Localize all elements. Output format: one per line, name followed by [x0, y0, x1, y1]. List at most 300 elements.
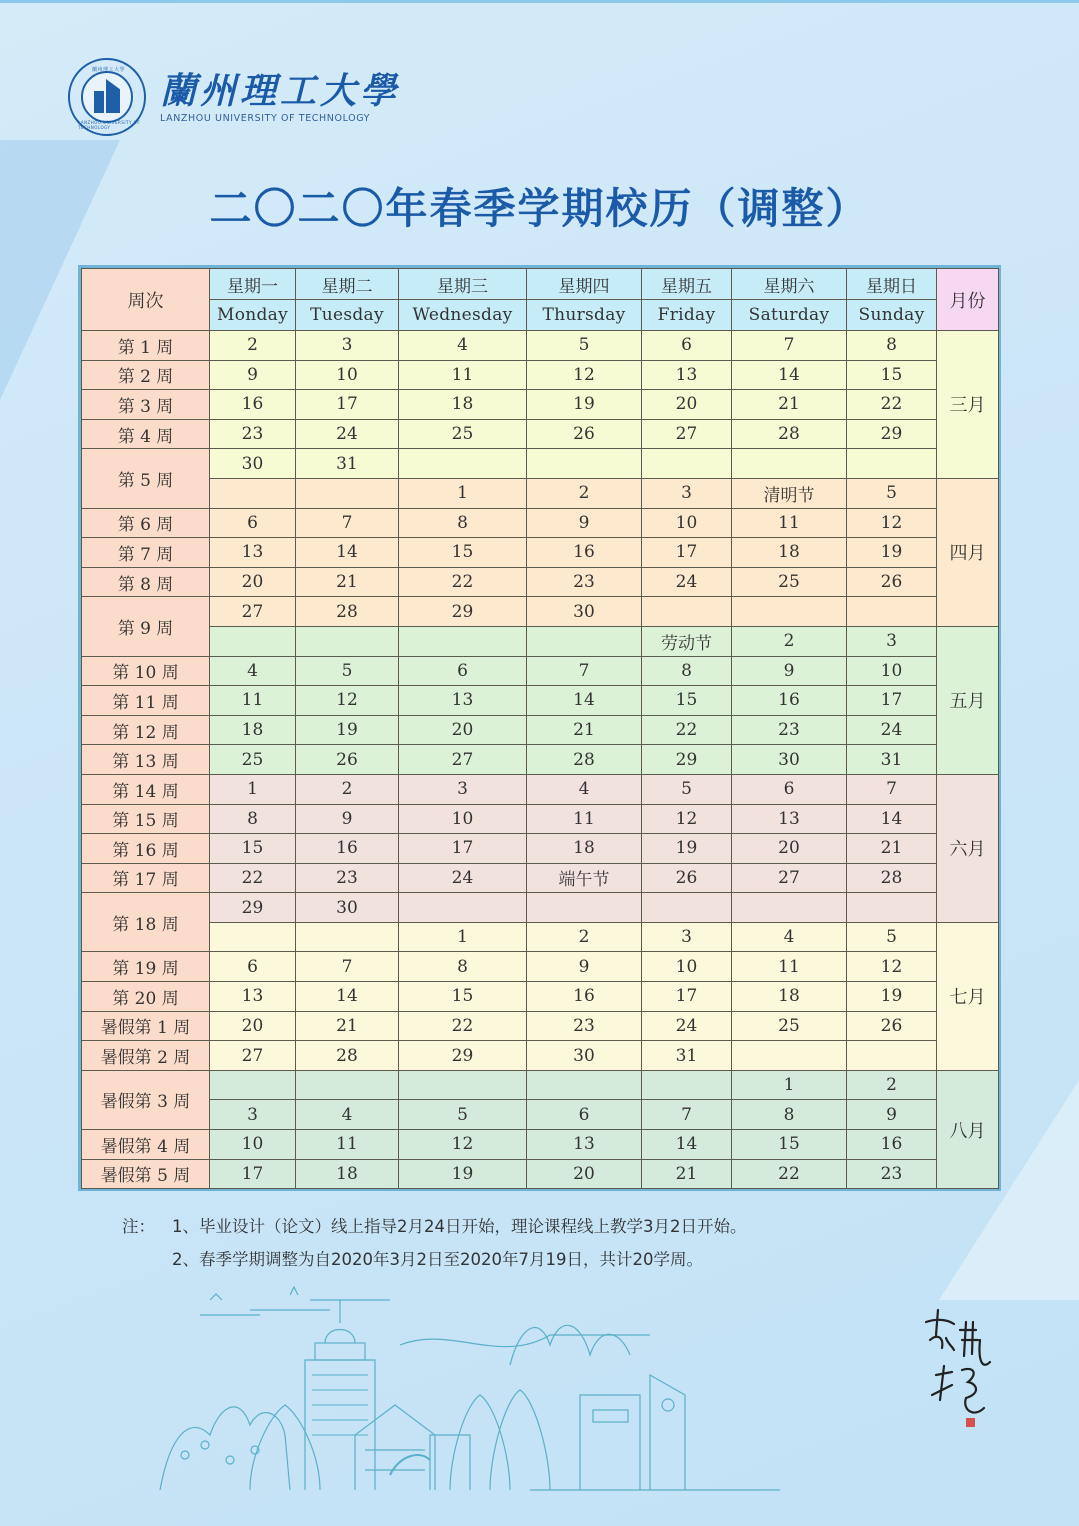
date-cell: 24 [399, 863, 527, 893]
date-cell: 18 [296, 1159, 399, 1189]
date-cell: 23 [847, 1159, 937, 1189]
header-day-cn: 星期日 [847, 269, 937, 300]
date-cell: 13 [210, 538, 296, 568]
date-cell: 10 [847, 656, 937, 686]
calendar-row [82, 774, 999, 804]
note-item: 1、毕业设计（论文）线上指导2月24日开始，理论课程线上教学3月2日开始。 [172, 1217, 747, 1236]
date-cell: 21 [847, 834, 937, 864]
date-cell: 2 [732, 626, 847, 656]
holiday-cell: 劳动节 [642, 626, 732, 656]
week-label: 第 12 周 [82, 715, 210, 745]
date-cell: 1 [210, 774, 296, 804]
calendar-row [82, 360, 999, 390]
month-label: 六月 [937, 774, 999, 922]
date-cell: 25 [732, 567, 847, 597]
date-cell: 29 [399, 1041, 527, 1071]
week-label: 第 8 周 [82, 567, 210, 597]
date-cell: 8 [399, 952, 527, 982]
date-cell: 25 [210, 745, 296, 775]
week-label: 暑假第 1 周 [82, 1011, 210, 1041]
date-cell: 19 [847, 982, 937, 1012]
date-cell: 12 [399, 1130, 527, 1160]
date-cell: 31 [296, 449, 399, 479]
calendar-row [82, 1100, 999, 1130]
calendar-row [82, 419, 999, 449]
week-label: 第 14 周 [82, 774, 210, 804]
date-cell: 14 [296, 982, 399, 1012]
seal-inner-circle [81, 71, 133, 123]
header-day-cn: 星期六 [732, 269, 847, 300]
date-cell: 8 [210, 804, 296, 834]
date-cell [847, 449, 937, 479]
date-cell [847, 893, 937, 923]
holiday-cell: 清明节 [732, 478, 847, 508]
calendar-row [82, 331, 999, 361]
page-title: 二〇二〇年春季学期校历（调整） [209, 184, 870, 233]
date-cell [642, 597, 732, 627]
date-cell: 4 [210, 656, 296, 686]
university-name-en: LANZHOU UNIVERSITY OF TECHNOLOGY [160, 112, 371, 124]
calendar-row [82, 893, 999, 923]
calendar-table-frame [78, 265, 1001, 1191]
university-name-cn: 蘭州理工大學 [160, 69, 401, 112]
date-cell: 11 [732, 952, 847, 982]
date-cell [527, 626, 642, 656]
date-cell: 30 [527, 597, 642, 627]
date-cell: 24 [847, 715, 937, 745]
date-cell: 26 [642, 863, 732, 893]
date-cell: 20 [732, 834, 847, 864]
date-cell: 17 [296, 390, 399, 420]
building-icon [94, 79, 120, 113]
week-label: 暑假第 4 周 [82, 1130, 210, 1160]
date-cell: 21 [642, 1159, 732, 1189]
calendar-table [81, 268, 999, 1189]
date-cell: 17 [642, 982, 732, 1012]
calendar-body [82, 331, 999, 1189]
date-cell: 5 [296, 656, 399, 686]
seal-text-bottom: LANZHOU UNIVERSITY OF TECHNOLOGY [78, 120, 141, 130]
date-cell [210, 1070, 296, 1100]
date-cell: 20 [210, 1011, 296, 1041]
week-label: 第 7 周 [82, 538, 210, 568]
week-label: 第 16 周 [82, 834, 210, 864]
date-cell: 12 [847, 508, 937, 538]
calendar-row [82, 686, 999, 716]
date-cell: 23 [527, 1011, 642, 1041]
date-cell: 24 [642, 567, 732, 597]
week-label: 暑假第 3 周 [82, 1070, 210, 1129]
week-label: 第 10 周 [82, 656, 210, 686]
calendar-row [82, 1011, 999, 1041]
week-label: 第 4 周 [82, 419, 210, 449]
date-cell: 17 [847, 686, 937, 716]
date-cell: 8 [399, 508, 527, 538]
date-cell: 6 [527, 1100, 642, 1130]
date-cell: 16 [732, 686, 847, 716]
date-cell: 22 [847, 390, 937, 420]
week-label: 暑假第 5 周 [82, 1159, 210, 1189]
date-cell: 11 [210, 686, 296, 716]
date-cell: 12 [847, 952, 937, 982]
date-cell: 27 [210, 1041, 296, 1071]
date-cell: 28 [732, 419, 847, 449]
header-day-cn: 星期一 [210, 269, 296, 300]
date-cell: 6 [210, 508, 296, 538]
date-cell [527, 893, 642, 923]
date-cell: 2 [847, 1070, 937, 1100]
date-cell [296, 922, 399, 952]
date-cell: 11 [296, 1130, 399, 1160]
note-item: 2、春季学期调整为自2020年3月2日至2020年7月19日，共计20学周。 [172, 1250, 703, 1269]
calendar-row [82, 715, 999, 745]
date-cell: 19 [527, 390, 642, 420]
date-cell: 27 [732, 863, 847, 893]
date-cell: 19 [399, 1159, 527, 1189]
date-cell: 15 [210, 834, 296, 864]
date-cell: 24 [642, 1011, 732, 1041]
date-cell: 28 [296, 597, 399, 627]
date-cell: 9 [527, 508, 642, 538]
date-cell: 30 [527, 1041, 642, 1071]
header-day-cn: 星期四 [527, 269, 642, 300]
header-day-cn: 星期三 [399, 269, 527, 300]
date-cell: 4 [527, 774, 642, 804]
date-cell: 25 [399, 419, 527, 449]
week-label: 第 5 周 [82, 449, 210, 508]
date-cell: 20 [210, 567, 296, 597]
date-cell: 28 [296, 1041, 399, 1071]
date-cell: 3 [210, 1100, 296, 1130]
date-cell: 11 [399, 360, 527, 390]
date-cell: 23 [732, 715, 847, 745]
date-cell: 9 [527, 952, 642, 982]
date-cell: 20 [399, 715, 527, 745]
week-label: 第 13 周 [82, 745, 210, 775]
date-cell: 8 [642, 656, 732, 686]
date-cell: 10 [399, 804, 527, 834]
calendar-row [82, 567, 999, 597]
date-cell: 3 [847, 626, 937, 656]
date-cell: 7 [296, 952, 399, 982]
top-border [0, 0, 1079, 3]
week-label: 第 19 周 [82, 952, 210, 982]
header-day-en: Thursday [527, 300, 642, 331]
header-day-en: Wednesday [399, 300, 527, 331]
date-cell: 9 [732, 656, 847, 686]
date-cell [642, 893, 732, 923]
date-cell: 14 [642, 1130, 732, 1160]
date-cell: 6 [732, 774, 847, 804]
date-cell: 14 [296, 538, 399, 568]
date-cell: 7 [732, 331, 847, 361]
date-cell: 26 [296, 745, 399, 775]
date-cell: 27 [399, 745, 527, 775]
calendar-row [82, 390, 999, 420]
date-cell: 26 [527, 419, 642, 449]
campus-line-art-icon [150, 1285, 780, 1500]
date-cell: 13 [210, 982, 296, 1012]
date-cell: 22 [642, 715, 732, 745]
week-label: 第 6 周 [82, 508, 210, 538]
date-cell: 7 [642, 1100, 732, 1130]
notes-label: 注： [122, 1217, 155, 1236]
date-cell: 15 [847, 360, 937, 390]
date-cell [399, 626, 527, 656]
calendar-row [82, 508, 999, 538]
header-week: 周次 [82, 269, 210, 331]
date-cell: 29 [642, 745, 732, 775]
date-cell: 1 [399, 478, 527, 508]
date-cell [732, 1041, 847, 1071]
calendar-row [82, 656, 999, 686]
date-cell: 2 [527, 478, 642, 508]
date-cell: 27 [210, 597, 296, 627]
date-cell [527, 1070, 642, 1100]
date-cell: 14 [847, 804, 937, 834]
month-label: 三月 [937, 331, 999, 479]
date-cell: 9 [296, 804, 399, 834]
date-cell: 5 [847, 922, 937, 952]
date-cell: 19 [296, 715, 399, 745]
date-cell: 23 [296, 863, 399, 893]
date-cell: 8 [732, 1100, 847, 1130]
date-cell: 18 [732, 982, 847, 1012]
date-cell: 19 [847, 538, 937, 568]
calendar-row [82, 597, 999, 627]
date-cell: 12 [527, 360, 642, 390]
calendar-row [82, 745, 999, 775]
date-cell: 10 [642, 508, 732, 538]
date-cell [399, 449, 527, 479]
header-day-en: Monday [210, 300, 296, 331]
date-cell: 13 [732, 804, 847, 834]
brand [160, 71, 400, 124]
date-cell: 22 [732, 1159, 847, 1189]
date-cell [210, 626, 296, 656]
calendar-row [82, 834, 999, 864]
date-cell: 12 [642, 804, 732, 834]
date-cell: 18 [527, 834, 642, 864]
date-cell [732, 893, 847, 923]
calendar-row [82, 449, 999, 479]
date-cell [399, 1070, 527, 1100]
date-cell: 26 [847, 567, 937, 597]
date-cell: 28 [527, 745, 642, 775]
date-cell: 21 [296, 567, 399, 597]
date-cell: 21 [527, 715, 642, 745]
date-cell: 7 [847, 774, 937, 804]
date-cell: 2 [210, 331, 296, 361]
week-label: 暑假第 2 周 [82, 1041, 210, 1071]
date-cell: 25 [732, 1011, 847, 1041]
date-cell: 9 [210, 360, 296, 390]
date-cell: 1 [732, 1070, 847, 1100]
holiday-cell: 端午节 [527, 863, 642, 893]
date-cell: 9 [847, 1100, 937, 1130]
date-cell: 18 [399, 390, 527, 420]
date-cell: 4 [296, 1100, 399, 1130]
date-cell [296, 478, 399, 508]
header-day-en: Tuesday [296, 300, 399, 331]
date-cell [210, 478, 296, 508]
date-cell: 14 [732, 360, 847, 390]
date-cell: 20 [527, 1159, 642, 1189]
calendar-row [82, 922, 999, 952]
date-cell: 13 [527, 1130, 642, 1160]
date-cell: 15 [399, 538, 527, 568]
date-cell: 17 [210, 1159, 296, 1189]
date-cell: 14 [527, 686, 642, 716]
date-cell: 16 [527, 538, 642, 568]
date-cell: 15 [642, 686, 732, 716]
date-cell: 10 [642, 952, 732, 982]
date-cell: 30 [210, 449, 296, 479]
calendar-row [82, 538, 999, 568]
date-cell [732, 597, 847, 627]
date-cell [847, 1041, 937, 1071]
date-cell: 16 [296, 834, 399, 864]
date-cell: 27 [642, 419, 732, 449]
date-cell: 13 [642, 360, 732, 390]
date-cell: 24 [296, 419, 399, 449]
date-cell [732, 449, 847, 479]
date-cell: 20 [642, 390, 732, 420]
date-cell: 29 [847, 419, 937, 449]
date-cell: 16 [210, 390, 296, 420]
date-cell: 17 [399, 834, 527, 864]
date-cell: 5 [399, 1100, 527, 1130]
date-cell: 5 [642, 774, 732, 804]
date-cell: 6 [642, 331, 732, 361]
header-day-en: Friday [642, 300, 732, 331]
date-cell: 19 [642, 834, 732, 864]
month-label: 七月 [937, 922, 999, 1070]
date-cell: 28 [847, 863, 937, 893]
calendar-row [82, 1041, 999, 1071]
month-label: 五月 [937, 626, 999, 774]
calendar-row [82, 626, 999, 656]
notes [122, 1210, 747, 1276]
calligraphy-signature-icon [918, 1300, 998, 1440]
date-cell [210, 922, 296, 952]
calendar-row [82, 952, 999, 982]
seal-text-top: 蘭州理工大學 [92, 67, 126, 73]
calendar-row [82, 804, 999, 834]
date-cell: 10 [296, 360, 399, 390]
date-cell [399, 893, 527, 923]
date-cell: 3 [399, 774, 527, 804]
date-cell: 7 [527, 656, 642, 686]
calendar-row [82, 478, 999, 508]
date-cell: 15 [732, 1130, 847, 1160]
date-cell: 2 [527, 922, 642, 952]
date-cell: 15 [399, 982, 527, 1012]
date-cell [527, 449, 642, 479]
calendar-row [82, 1070, 999, 1100]
date-cell: 16 [847, 1130, 937, 1160]
header-day-cn: 星期五 [642, 269, 732, 300]
calendar-row [82, 1130, 999, 1160]
university-logo [68, 58, 400, 136]
date-cell: 5 [527, 331, 642, 361]
date-cell [642, 1070, 732, 1100]
header-day-en: Sunday [847, 300, 937, 331]
date-cell: 7 [296, 508, 399, 538]
date-cell [296, 626, 399, 656]
date-cell: 10 [210, 1130, 296, 1160]
week-label: 第 1 周 [82, 331, 210, 361]
date-cell [296, 1070, 399, 1100]
month-label: 八月 [937, 1070, 999, 1188]
week-label: 第 2 周 [82, 360, 210, 390]
week-label: 第 20 周 [82, 982, 210, 1012]
date-cell: 12 [296, 686, 399, 716]
date-cell: 11 [527, 804, 642, 834]
date-cell: 31 [847, 745, 937, 775]
date-cell: 1 [399, 922, 527, 952]
date-cell: 4 [732, 922, 847, 952]
date-cell: 18 [210, 715, 296, 745]
date-cell [847, 597, 937, 627]
date-cell: 18 [732, 538, 847, 568]
date-cell: 29 [399, 597, 527, 627]
date-cell: 16 [527, 982, 642, 1012]
week-label: 第 11 周 [82, 686, 210, 716]
week-label: 第 17 周 [82, 863, 210, 893]
week-label: 第 9 周 [82, 597, 210, 656]
date-cell: 29 [210, 893, 296, 923]
date-cell: 5 [847, 478, 937, 508]
week-label: 第 3 周 [82, 390, 210, 420]
date-cell: 26 [847, 1011, 937, 1041]
university-seal-icon [68, 58, 146, 136]
header-day-cn: 星期二 [296, 269, 399, 300]
week-label: 第 15 周 [82, 804, 210, 834]
header-day-en: Saturday [732, 300, 847, 331]
date-cell: 8 [847, 331, 937, 361]
calendar-row [82, 863, 999, 893]
date-cell: 2 [296, 774, 399, 804]
date-cell: 6 [210, 952, 296, 982]
date-cell: 3 [642, 922, 732, 952]
date-cell: 3 [642, 478, 732, 508]
date-cell: 22 [399, 1011, 527, 1041]
date-cell: 22 [210, 863, 296, 893]
date-cell [642, 449, 732, 479]
date-cell: 6 [399, 656, 527, 686]
header-month: 月份 [937, 269, 999, 331]
date-cell: 30 [296, 893, 399, 923]
date-cell: 31 [642, 1041, 732, 1071]
date-cell: 21 [732, 390, 847, 420]
date-cell: 11 [732, 508, 847, 538]
date-cell: 3 [296, 331, 399, 361]
date-cell: 13 [399, 686, 527, 716]
calendar-row [82, 982, 999, 1012]
week-label: 第 18 周 [82, 893, 210, 952]
date-cell: 17 [642, 538, 732, 568]
date-cell: 23 [210, 419, 296, 449]
date-cell: 21 [296, 1011, 399, 1041]
date-cell: 30 [732, 745, 847, 775]
month-label: 四月 [937, 478, 999, 626]
red-seal-stamp [966, 1418, 975, 1427]
calendar-row [82, 1159, 999, 1189]
date-cell: 4 [399, 331, 527, 361]
date-cell: 23 [527, 567, 642, 597]
date-cell: 22 [399, 567, 527, 597]
